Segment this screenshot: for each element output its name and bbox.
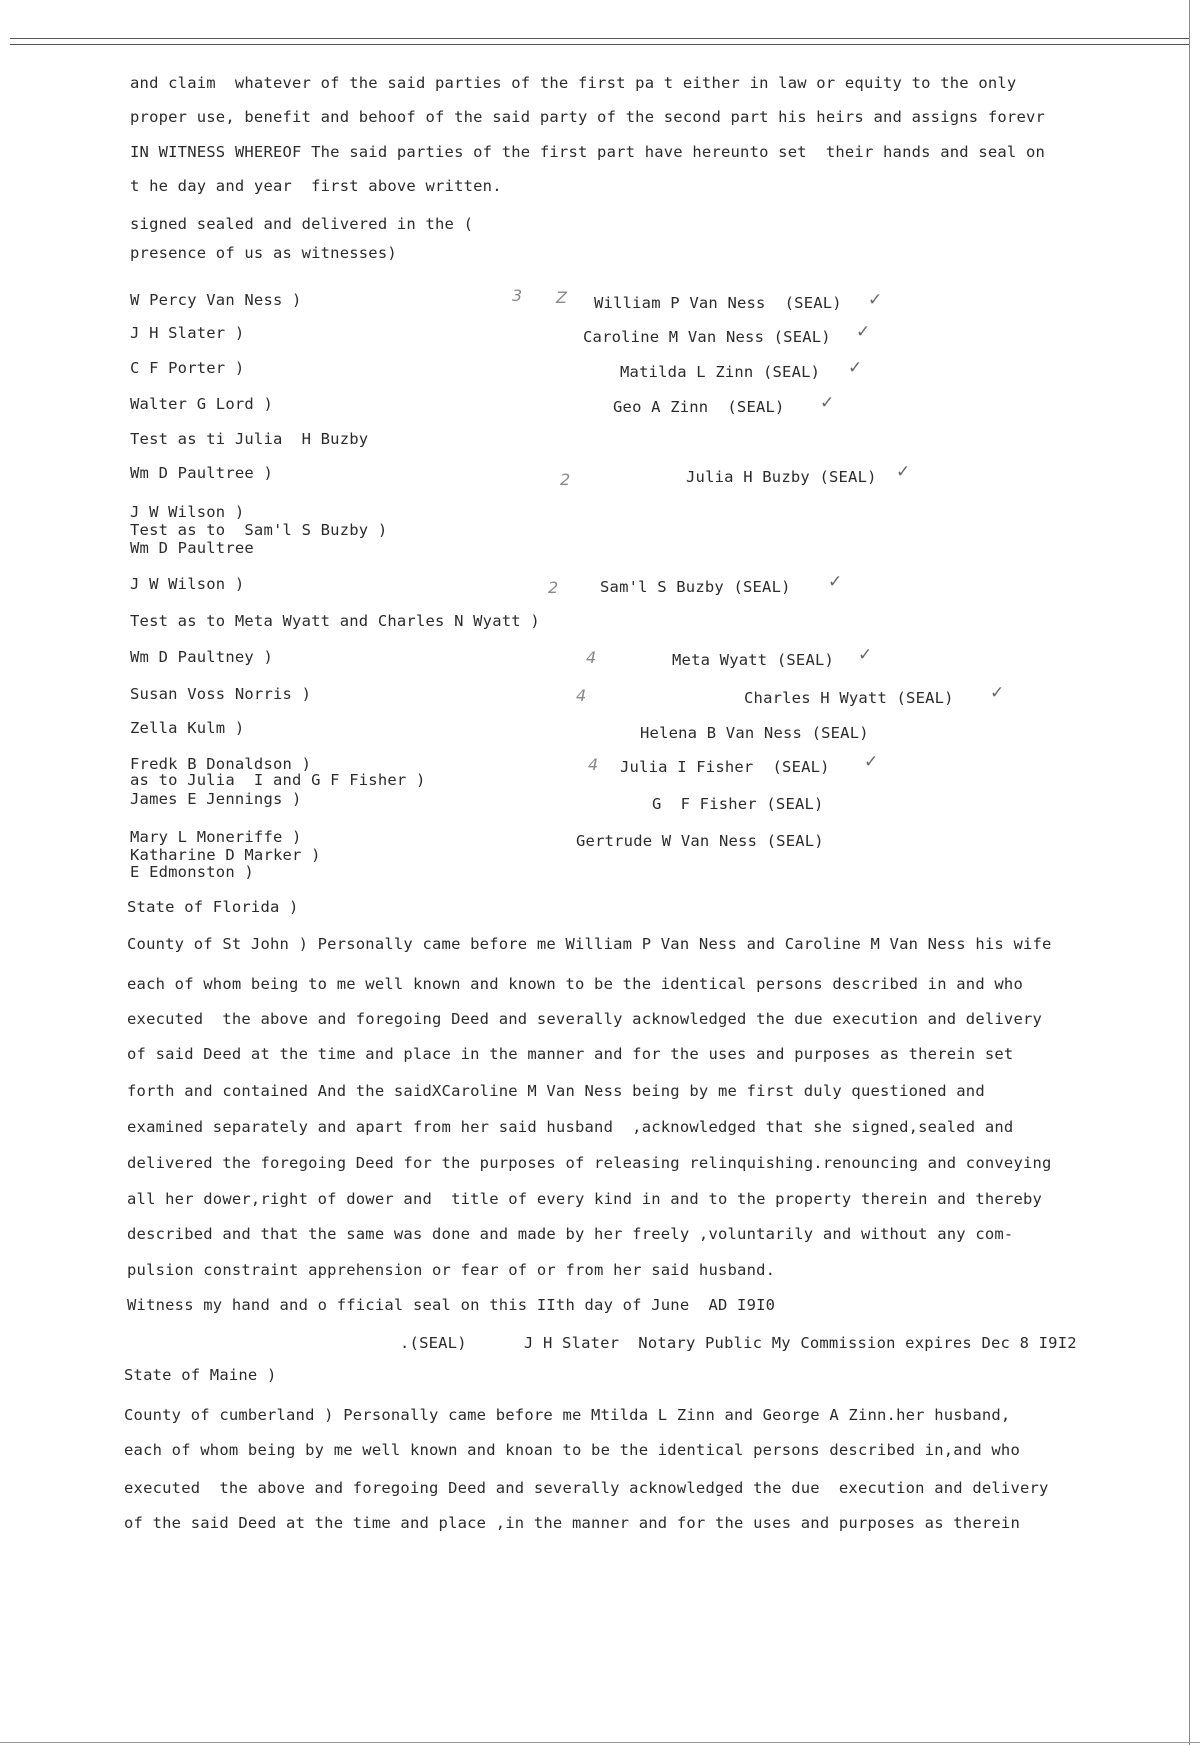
signer-name: Matilda L Zinn (SEAL) (620, 363, 821, 381)
witness-name: James E Jennings ) (130, 790, 302, 808)
margin-number: 4 (576, 686, 587, 705)
margin-number: 2 (548, 578, 559, 597)
body-line: forth and contained And the saidXCaroline M Van Ness being by me first duly questioned and (127, 1082, 985, 1100)
witness-name: Katharine D Marker ) (130, 846, 321, 864)
body-line: described and that the same was done and made by her freely ,voluntarily and without any com- (127, 1225, 1014, 1243)
witness-name: Fredk B Donaldson ) (130, 755, 312, 773)
check-mark-icon: ✓ (856, 322, 871, 342)
witness-name: Zella Kulm ) (130, 719, 245, 737)
witness-name: Mary L Moneriffe ) (130, 828, 302, 846)
signer-name: Julia I Fisher (SEAL) (620, 758, 830, 776)
body-line: Witness my hand and o fficial seal on this IIth day of June AD I9I0 (127, 1296, 776, 1314)
margin-number: Z (556, 288, 567, 307)
right-margin-rule (1189, 0, 1190, 1745)
witness-name: C F Porter ) (130, 359, 245, 377)
witness-name: Wm D Paultree ) (130, 464, 273, 482)
body-line: IN WITNESS WHEREOF The said parties of the first part have hereunto set their hands and seal on (130, 143, 1046, 161)
witness-name: Test as to Sam'l S Buzby ) (130, 521, 388, 539)
signer-name: Meta Wyatt (SEAL) (672, 651, 835, 669)
body-line: pulsion constraint apprehension or fear of or from her said husband. (127, 1261, 776, 1279)
bottom-edge (0, 1742, 1200, 1743)
signed-line: signed sealed and delivered in the ( (130, 215, 474, 233)
signer-name: Helena B Van Ness (SEAL) (640, 724, 869, 742)
body-line: examined separately and apart from her said husband ,acknowledged that she signed,sealed and (127, 1118, 1014, 1136)
margin-number: 4 (586, 648, 597, 667)
body-line: proper use, benefit and behoof of the said party of the second part his heirs and assigns forevr (130, 108, 1046, 126)
check-mark-icon: ✓ (864, 752, 879, 772)
witness-name: J W Wilson ) (130, 503, 245, 521)
margin-number: 3 (512, 286, 523, 305)
signer-name: G F Fisher (SEAL) (652, 795, 824, 813)
signed-line: presence of us as witnesses) (130, 244, 397, 262)
top-rule (10, 38, 1190, 39)
body-line: executed the above and foregoing Deed and severally acknowledged the due execution and delivery (127, 1010, 1043, 1028)
body-line: County of St John ) Personally came before me William P Van Ness and Caroline M Van Ness his wife (127, 935, 1052, 953)
witness-name: Walter G Lord ) (130, 395, 273, 413)
check-mark-icon: ✓ (868, 290, 883, 310)
check-mark-icon: ✓ (848, 358, 863, 378)
body-line: executed the above and foregoing Deed and severally acknowledged the due execution and delivery (124, 1479, 1049, 1497)
check-mark-icon: ✓ (896, 462, 911, 482)
body-line: County of cumberland ) Personally came before me Mtilda L Zinn and George A Zinn.her husband, (124, 1406, 1011, 1424)
notary-seal-line: .(SEAL) J H Slater Notary Public My Commission expires Dec 8 I9I2 (400, 1334, 1077, 1352)
top-rule-double (10, 44, 1190, 45)
witness-name: as to Julia I and G F Fisher ) (130, 771, 426, 789)
witness-name: Test as ti Julia H Buzby (130, 430, 369, 448)
witness-name: E Edmonston ) (130, 863, 254, 881)
signer-name: Gertrude W Van Ness (SEAL) (576, 832, 824, 850)
body-line: each of whom being to me well known and known to be the identical persons described in and who (127, 975, 1023, 993)
check-mark-icon: ✓ (828, 572, 843, 592)
signer-name: William P Van Ness (SEAL) (594, 294, 842, 312)
body-line: each of whom being by me well known and knoan to be the identical persons described in,and who (124, 1441, 1020, 1459)
signer-name: Sam'l S Buzby (SEAL) (600, 578, 791, 596)
check-mark-icon: ✓ (820, 393, 835, 413)
state-heading: State of Florida ) (127, 898, 299, 916)
margin-number: 4 (588, 755, 599, 774)
body-line: all her dower,right of dower and title of every kind in and to the property therein and thereby (127, 1190, 1043, 1208)
witness-name: Wm D Paultney ) (130, 648, 273, 666)
signer-name: Charles H Wyatt (SEAL) (744, 689, 954, 707)
check-mark-icon: ✓ (858, 645, 873, 665)
body-line: of said Deed at the time and place in the manner and for the uses and purposes as therein set (127, 1045, 1014, 1063)
check-mark-icon: ✓ (990, 683, 1005, 703)
witness-name: W Percy Van Ness ) (130, 291, 302, 309)
body-line: delivered the foregoing Deed for the purposes of releasing relinquishing.renouncing and conveying (127, 1154, 1052, 1172)
witness-name: Susan Voss Norris ) (130, 685, 312, 703)
signer-name: Julia H Buzby (SEAL) (686, 468, 877, 486)
state-heading: State of Maine ) (124, 1366, 277, 1384)
signer-name: Geo A Zinn (SEAL) (613, 398, 785, 416)
signer-name: Caroline M Van Ness (SEAL) (583, 328, 831, 346)
body-line: of the said Deed at the time and place ,in the manner and for the uses and purposes as therein (124, 1514, 1020, 1532)
margin-number: 2 (560, 470, 571, 489)
body-line: t he day and year first above written. (130, 177, 502, 195)
witness-name: Test as to Meta Wyatt and Charles N Wyatt ) (130, 612, 540, 630)
witness-name: J H Slater ) (130, 324, 245, 342)
body-line: and claim whatever of the said parties of the first pa t either in law or equity to the only (130, 74, 1017, 92)
witness-name: J W Wilson ) (130, 575, 245, 593)
witness-name: Wm D Paultree (130, 539, 254, 557)
